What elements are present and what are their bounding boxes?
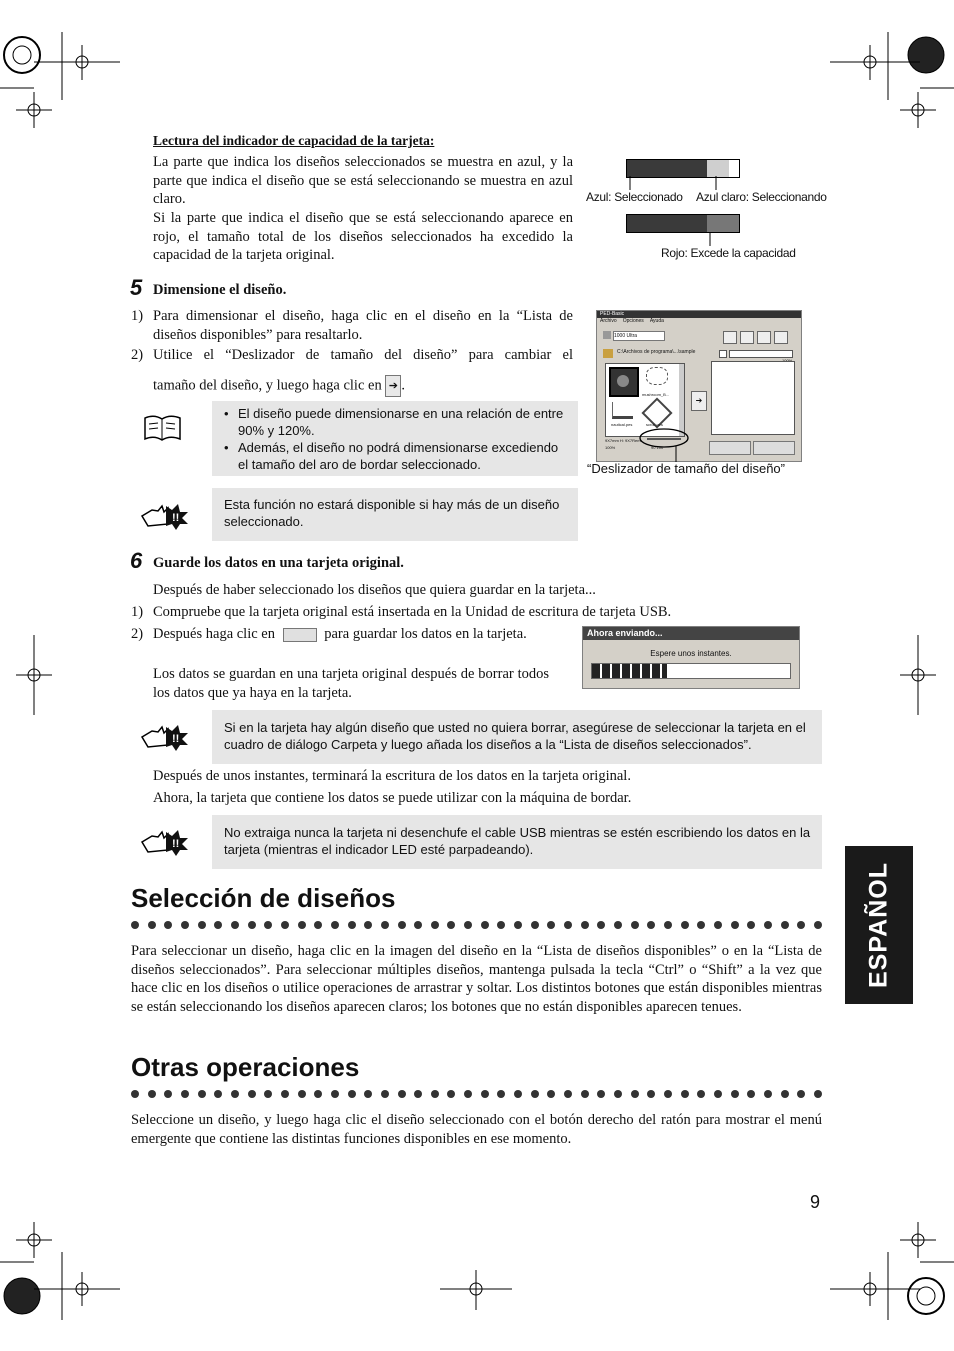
selected-designs-list[interactable] bbox=[711, 361, 795, 435]
note-bullet: El diseño puede dimensionarse en una relación de entre 90% y 120%. bbox=[238, 406, 564, 438]
list-item: Compruebe que la tarjeta original está insertada en la Unidad de escritura de tarjeta USB. bbox=[153, 604, 672, 620]
folder-path: C:\Archivos de programa\...\sample bbox=[617, 349, 696, 355]
hoop-dropdown[interactable]: 1000 Ultra bbox=[613, 331, 665, 341]
warning-box: Esta función no estará disponible si hay más de un diseño seleccionado. bbox=[212, 488, 578, 541]
step-title: Guarde los datos en una tarjeta original. bbox=[153, 555, 404, 571]
card-send-button-icon[interactable] bbox=[283, 628, 317, 642]
progress-bar bbox=[591, 663, 791, 679]
dialog-title: Ahora enviando... bbox=[583, 627, 799, 640]
checkbox[interactable] bbox=[719, 350, 727, 358]
step-number: 6 bbox=[130, 548, 143, 573]
legend-lightblue: Azul claro: Seleccionando bbox=[696, 190, 827, 204]
list-item-continued: tamaño del diseño, y luego haga clic en ➔ . bbox=[153, 375, 405, 397]
section-title: Otras operaciones bbox=[131, 1052, 360, 1082]
page-number: 9 bbox=[810, 1192, 821, 1212]
arrow-right-button-icon[interactable]: ➔ bbox=[385, 375, 401, 397]
progress-fill bbox=[592, 664, 667, 678]
list-item: Después haga clic en para guardar los datos en la tarjeta. bbox=[153, 626, 527, 642]
design-thumbnail-selected[interactable] bbox=[609, 367, 639, 397]
list-item-continued: Los datos se guardan en una tarjeta original después de borrar todos los datos que ya haya en la tarjeta. bbox=[153, 666, 549, 701]
warning-box: No extraiga nunca la tarjeta ni desenchufe el cable USB mientras se estén escribiendo los datos en la tarjeta (mientras el indicador LED esté parpadeando). bbox=[212, 815, 822, 869]
svg-text:!!: !! bbox=[172, 733, 180, 745]
section-body: Para seleccionar un diseño, haga clic en la imagen del diseño en la “Lista de diseños disponibles” o en la “Lista de diseños seleccionados”. Para seleccionar múltiples diseños, mantenga pulsada la tecla “Ctrl” o “Shift” a la vez que hace clic en los diseños o utilice operaciones de arrastrar y soltar. Los distintos botones que están disponibles mientras se están seleccionando los diseños aparecen claros; los botones que no están disponibles aparecen tenues. bbox=[131, 943, 822, 1015]
available-designs-list[interactable]: mushroom_B... nautical.pes scroll.pes bbox=[605, 363, 685, 437]
send-button[interactable] bbox=[709, 441, 751, 455]
screenshot-caption: “Deslizador de tamaño del diseño” bbox=[587, 461, 785, 476]
design-thumbnail[interactable] bbox=[646, 367, 672, 389]
step-intro: Después de haber seleccionado los diseños que quiera guardar en la tarjeta... bbox=[153, 582, 596, 598]
toolbar-button[interactable] bbox=[723, 331, 737, 344]
step-title: Dimensione el diseño. bbox=[153, 282, 287, 298]
capacity-bar-exceeded bbox=[626, 214, 740, 233]
language-side-tab: ESPAÑOL bbox=[845, 846, 913, 1004]
list-item: Para dimensionar el diseño, haga clic en el diseño en la “Lista de diseños disponibles” para resaltarlo. bbox=[153, 308, 573, 343]
note-bullet: Además, el diseño no podrá dimensionarse excediendo el tamaño del aro de bordar seleccionado. bbox=[238, 440, 559, 472]
folder-icon bbox=[603, 349, 613, 358]
paragraph: Ahora, la tarjeta que contiene los datos se puede utilizar con la máquina de bordar. bbox=[153, 790, 632, 806]
section-body: Seleccione un diseño, y luego haga clic el diseño seleccionado con el botón derecho del ratón para mostrar el menú emergente que contiene las distintas funciones disponibles en ese momento. bbox=[131, 1112, 822, 1147]
registration-mark-icon bbox=[4, 37, 40, 73]
arrow-right-button-icon[interactable]: ➔ bbox=[691, 391, 707, 411]
list-number: 1) bbox=[131, 604, 144, 620]
hand-exclamation-icon bbox=[138, 502, 190, 530]
design-thumbnail[interactable] bbox=[612, 402, 634, 418]
section-title: Selección de diseños bbox=[131, 883, 396, 913]
toolbar-button[interactable] bbox=[774, 331, 788, 344]
list-item: Utilice el “Deslizador de tamaño del diseño” para cambiar el bbox=[153, 347, 573, 363]
svg-text:!!: !! bbox=[172, 512, 180, 524]
capacity-indicator bbox=[729, 350, 793, 358]
legend-blue: Azul: Seleccionado bbox=[586, 190, 683, 204]
slider-highlight-ellipse bbox=[636, 424, 696, 464]
menu-item-ayuda[interactable]: Ayuda bbox=[649, 318, 664, 324]
note-box: • El diseño puede dimensionarse en una relación de entre 90% y 120%. • Además, el diseño no podrá dimensionarse excediendo el tamaño del aro de bordar seleccionado. bbox=[212, 401, 578, 476]
dotted-rule bbox=[131, 1090, 822, 1098]
capacity-para-1: La parte que indica los diseños seleccionados se muestra en azul, y la parte que indica el diseño que se está seleccionando se muestra en azul claro. bbox=[153, 154, 573, 207]
capacity-para-2: Si la parte que indica el diseño que se está seleccionando aparece en rojo, el tamaño total de los diseños seleccionados ha excedido la capacidad de la tarjeta original. bbox=[153, 210, 573, 263]
toolbar bbox=[723, 331, 788, 344]
paragraph: Después de unos instantes, terminará la escritura de los datos en la tarjeta original. bbox=[153, 768, 631, 784]
list-number: 2) bbox=[131, 347, 144, 363]
toolbar-button[interactable] bbox=[740, 331, 754, 344]
card-icon bbox=[603, 331, 611, 339]
ped-basic-window: PED-Basic Archivo Opciones Ayuda 1000 Ultra C:\Archivos de programa\...\sample mushroom_B... nautical.pes scroll.pes ➔ 9X7mm H: 9X7Rem 100% 90 100 bbox=[596, 310, 802, 462]
dotted-rule bbox=[131, 921, 822, 929]
warning-box: Si en la tarjeta hay algún diseño que usted no quiera borrar, asegúrese de seleccionar la tarjeta en el cuadro de diálogo Carpeta y luego añada los diseños a la “Lista de diseños seleccionados”. bbox=[212, 710, 822, 764]
menu-item-archivo[interactable]: Archivo bbox=[600, 318, 617, 324]
svg-text:!!: !! bbox=[172, 838, 180, 850]
capacity-heading: Lectura del indicador de capacidad de la tarjeta: bbox=[153, 133, 435, 148]
dialog-message: Espere unos instantes. bbox=[650, 649, 732, 658]
delete-button[interactable] bbox=[753, 441, 795, 455]
book-note-icon bbox=[142, 414, 184, 444]
list-number: 2) bbox=[131, 626, 144, 642]
list-number: 1) bbox=[131, 308, 144, 324]
sending-dialog bbox=[582, 626, 800, 689]
legend-red: Rojo: Excede la capacidad bbox=[661, 246, 796, 260]
menu-item-opciones[interactable]: Opciones bbox=[622, 318, 644, 324]
toolbar-button[interactable] bbox=[757, 331, 771, 344]
window-title: PED-Basic bbox=[597, 311, 801, 318]
menu-bar bbox=[597, 318, 801, 325]
hand-exclamation-icon bbox=[138, 828, 190, 856]
hand-exclamation-icon bbox=[138, 723, 190, 751]
step-number: 5 bbox=[130, 275, 143, 300]
